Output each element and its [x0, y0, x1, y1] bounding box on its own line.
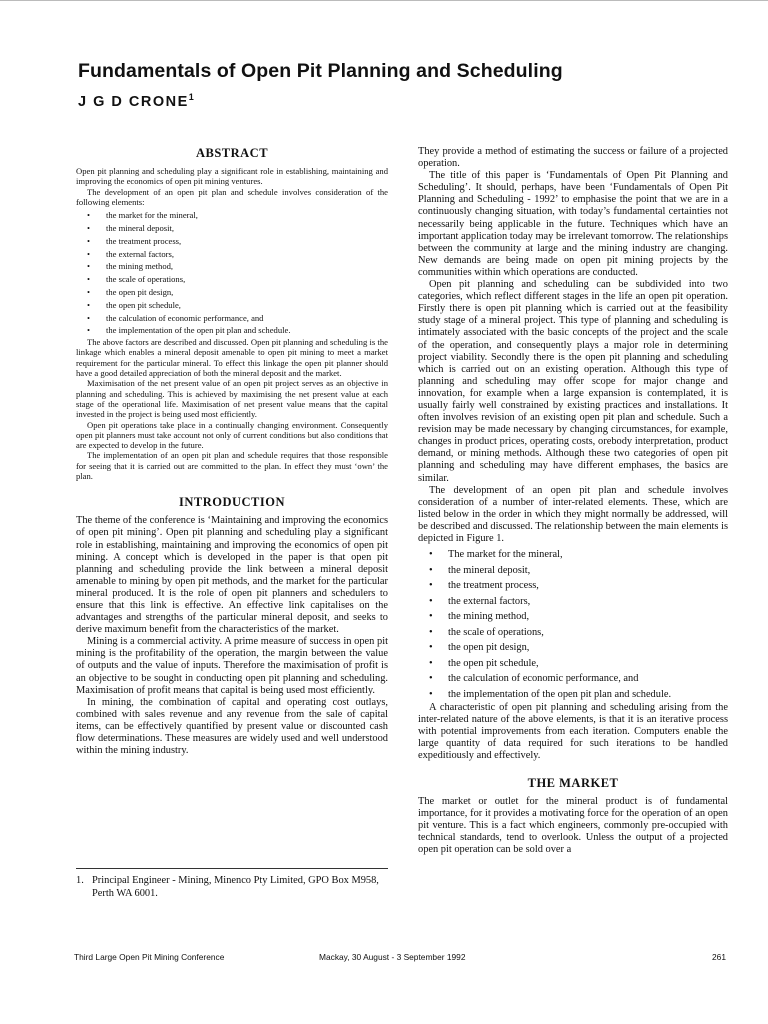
bullet-icon: •: [429, 688, 433, 700]
market-section: [418, 776, 728, 856]
body-paragraph: A characteristic of open pit planning and scheduling arising from the inter-related nature of the above elements, is that it is an iterative process with potential improvements from each iteration. Computers enable the large quantity of data required for such iterations to be handled expeditiously and effectively.: [418, 702, 728, 762]
list-item: • the mining method,: [87, 261, 174, 272]
author-line: [78, 92, 194, 110]
footnote-rule: [76, 868, 388, 869]
bullet-icon: •: [87, 222, 91, 233]
bullet-icon: •: [87, 261, 91, 272]
bullet-icon: •: [87, 325, 91, 336]
list-item: • the open pit design,: [418, 640, 728, 656]
list-item: • the treatment process,: [418, 578, 728, 594]
abstract-paragraph: Open pit operations take place in a continually changing environment. Consequently open pit planners must take account not only of current conditions but also conditions that are expected to develop in the future.: [76, 419, 388, 451]
list-item: • the mining method,: [418, 609, 728, 625]
bullet-icon: •: [429, 564, 433, 576]
top-rule: [0, 0, 768, 1]
author-footnote-mark: 1: [188, 92, 194, 102]
abstract-paragraph: Open pit planning and scheduling play a significant role in establishing, maintaining and improving the economics of open pit mining ventures.: [76, 166, 388, 187]
abstract-paragraph: The above factors are described and discussed. Open pit planning and scheduling is the linkage which enables a mineral deposit amenable to open pit mining to meet a market requirement for the particular mineral. To effect this linkage the open pit planner should have a good detailed appreciation of both the mineral deposit and the market.: [76, 337, 388, 379]
bullet-icon: •: [429, 642, 433, 654]
bullet-icon: •: [87, 312, 91, 323]
list-item: • the treatment process,: [87, 235, 182, 246]
abstract-section: [76, 146, 388, 481]
continued-paragraph: They provide a method of estimating the success or failure of a projected operation.: [418, 146, 728, 170]
list-item: • the mineral deposit,: [87, 222, 175, 233]
bullet-icon: •: [87, 210, 91, 221]
page-title: Fundamentals of Open Pit Planning and Scheduling: [78, 60, 563, 82]
list-item: • the mineral deposit,: [418, 563, 728, 579]
list-item: • the market for the mineral,: [87, 210, 198, 221]
list-item: • The market for the mineral,: [418, 547, 728, 563]
market-heading: THE MARKET: [527, 775, 619, 790]
list-item: • the open pit schedule,: [418, 656, 728, 672]
body-paragraph: Open pit planning and scheduling can be subdivided into two categories, which reflect different stages in the life an open pit operation. Firstly there is open pit planning which is carried out at the feasibility study stage of a mineral project. This type of planning and scheduling is intimately associated with the basic concepts of the project and the scale of the operation, and consequently plays a major role in determining project viability. Secondly there is the open pit planning and scheduling which is carried out on an existing operation. Although this type of planning and scheduling may offer scope for major change and innovation, for example when a large expansion is contemplated, it is usually fairly well constrained by existing practices and installations. It often involves revision of an existing open pit plan and schedule. Such a revision may be made necessary by changing circumstances, for example, changes in product prices, operating costs, orebody interpretation, product demand, or mining methods. Although these two categories of open pit planning and scheduling may have different emphases, the basics are similar.: [418, 279, 728, 484]
bullet-icon: •: [429, 549, 433, 561]
page-number: 261: [712, 952, 726, 962]
bullet-icon: •: [87, 299, 91, 310]
bullet-icon: •: [429, 626, 433, 638]
list-item: • the implementation of the open pit plan and schedule.: [87, 325, 291, 336]
footnote-number: 1.: [76, 875, 84, 886]
list-item: • the open pit schedule,: [87, 299, 181, 310]
bullet-icon: •: [87, 235, 91, 246]
footnote-text: Principal Engineer - Mining, Minenco Pty Limited, GPO Box M958, Perth WA 6001.: [92, 875, 379, 899]
element-list: [418, 547, 728, 702]
bullet-icon: •: [87, 286, 91, 297]
market-paragraph: The market or outlet for the mineral product is of fundamental importance, for it provides a motivating force for the operation of an open pit venture. This is a fact which engineers, commonly pre-occupied with technical standards, tend to overlook. Unless the output of a projected open pit operation can be sold over a: [418, 795, 728, 855]
abstract-paragraph: The development of an open pit plan and schedule involves consideration of the following elements:: [76, 186, 388, 207]
bullet-icon: •: [87, 274, 91, 285]
list-item: • the calculation of economic performance, and: [87, 312, 264, 323]
bullet-icon: •: [429, 595, 433, 607]
abstract-heading: ABSTRACT: [195, 146, 269, 160]
abstract-element-list: [76, 209, 388, 337]
introduction-section: [76, 495, 388, 757]
bullet-icon: •: [429, 611, 433, 623]
abstract-paragraph: The implementation of an open pit plan and schedule requires that those responsible for seeing that it is carried out are committed to the plan. In effect they must ‘own’ the plan.: [76, 450, 388, 482]
introduction-paragraph: The theme of the conference is ‘Maintaining and improving the economics of open pit mining’. Open pit planning and scheduling play a significant role in establishing, maintaining and improving the economics of open pit mining. A concept which is developed in the paper is that open pit planning and scheduling provide the link between a mineral deposit amenable to mining by open pit methods, and the market for the particular mineral produced. It is the role of open pit planners and schedulers to ensure that this link is effective. An effective link capitalises on the advantages and strengths of the particular mineral deposit, and seeks to derive maximum benefit from the characteristics of the market.: [76, 515, 388, 636]
bullet-icon: •: [429, 657, 433, 669]
bullet-icon: •: [87, 248, 91, 259]
introduction-paragraph: In mining, the combination of capital and operating cost outlays, combined with sales revenue and any revenue from the sale of capital items, can be effectively quantified by present value or discounted cash flow determinations. These measures are widely used and well understood within the mining industry.: [76, 696, 388, 757]
bullet-icon: •: [429, 580, 433, 592]
bullet-icon: •: [429, 673, 433, 685]
left-column: [76, 146, 388, 757]
introduction-heading: INTRODUCTION: [178, 495, 285, 510]
footnote: [76, 868, 388, 900]
introduction-paragraph: Mining is a commercial activity. A prime measure of success in open pit mining is the profitability of the operation, the margin between the value of outputs and the value of inputs. Therefore the maximisation of profit is an objective to be sought in conducting open pit planning and scheduling. Maximisation of profit means that capital is being used most efficiently.: [76, 636, 388, 696]
right-column: [418, 146, 728, 856]
list-item: • the external factors,: [418, 594, 728, 610]
author-name: J G D CRONE: [78, 93, 189, 110]
list-item: • the open pit design,: [87, 286, 174, 297]
list-item: • the scale of operations,: [418, 625, 728, 641]
body-paragraph: The development of an open pit plan and schedule involves consideration of a number of inter-related elements. These, which are listed below in the order in which they might normally be addressed, will be described and discussed. The relationship between the main elements is depicted in Figure 1.: [418, 484, 728, 544]
footer-location-date: Mackay, 30 August - 3 September 1992: [319, 952, 466, 962]
list-item: • the external factors,: [87, 248, 174, 259]
list-item: • the calculation of economic performance, and: [418, 671, 728, 687]
footer-conference: Third Large Open Pit Mining Conference: [74, 952, 225, 962]
list-item: • the implementation of the open pit plan and schedule.: [418, 687, 728, 703]
list-item: • the scale of operations,: [87, 274, 186, 285]
abstract-paragraph: Maximisation of the net present value of an open pit project serves as an objective in planning and scheduling. This is achieved by maximising the net present value at each stage of the operational life. Maximisation of net present value means that the capital invested in the project is being used most efficiently.: [76, 378, 388, 420]
body-paragraph: The title of this paper is ‘Fundamentals of Open Pit Planning and Scheduling’. It should, perhaps, have been ‘Fundamentals of Open Pit Planning and Scheduling - 1992’ to emphasise the point that we are in a continuously changing situation, with today’s fundamental certainties not necessarily being applicable in the future. Techniques which have an important application today may be irrelevant tomorrow. The relationships between the community at large and the mining industry are changing. New demands are being made on open pit mining projects by the communities within which operations are conducted.: [418, 170, 728, 278]
